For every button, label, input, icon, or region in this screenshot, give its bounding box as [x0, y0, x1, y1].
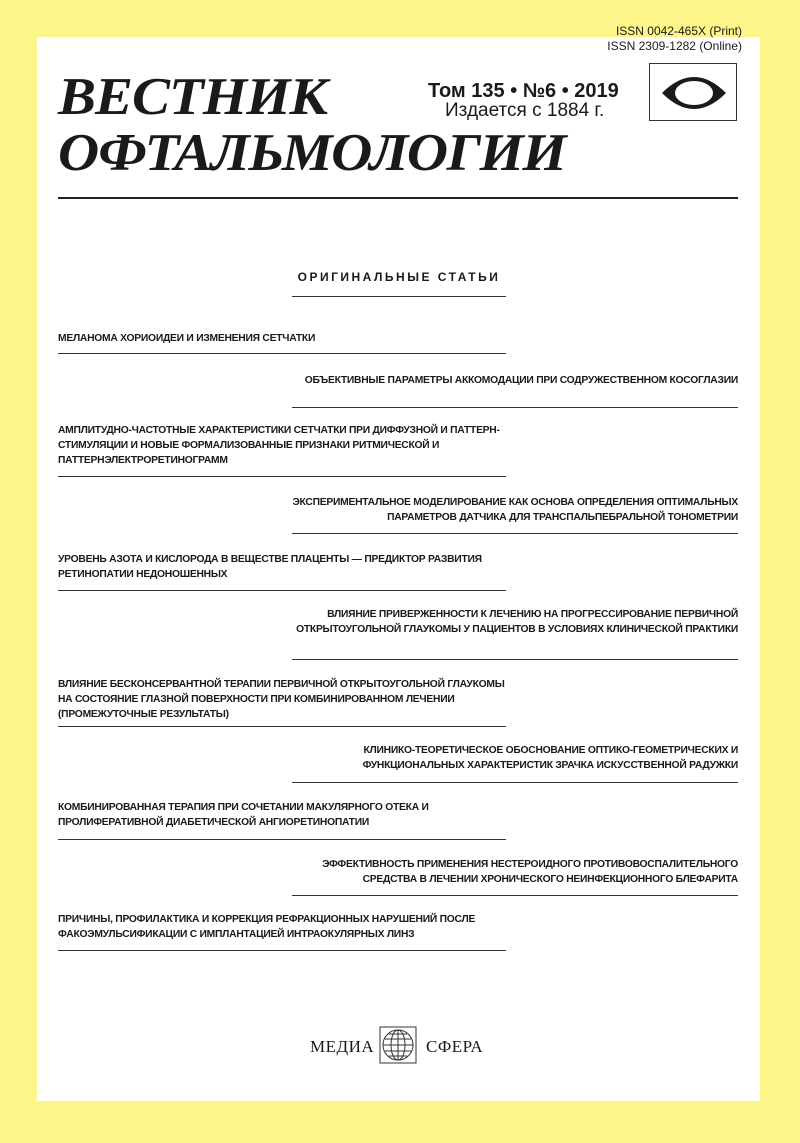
- journal-title-line1: ВЕСТНИК: [58, 68, 328, 127]
- article-title: ВЛИЯНИЕ БЕСКОНСЕРВАНТНОЙ ТЕРАПИИ ПЕРВИЧНОЙ ОТКРЫТОУГОЛЬНОЙ ГЛАУКОМЫ НА СОСТОЯНИЕ ГЛАЗНОЙ ПОВЕРХНОСТИ ПРИ КОМБИНИРОВАННОМ ЛЕЧЕНИИ (ПРОМЕЖУТОЧНЫЕ РЕЗУЛЬТАТЫ): [58, 679, 505, 720]
- article-title: МЕЛАНОМА ХОРИОИДЕИ И ИЗМЕНЕНИЯ СЕТЧАТКИ: [58, 333, 316, 344]
- article-rule: [292, 782, 738, 783]
- article-title: ПРИЧИНЫ, ПРОФИЛАКТИКА И КОРРЕКЦИЯ РЕФРАКЦИОННЫХ НАРУШЕНИЙ ПОСЛЕ ФАКОЭМУЛЬСИФИКАЦИИ С ИМПЛАНТАЦИЕЙ ИНТРАОКУЛЯРНЫХ ЛИНЗ: [58, 914, 476, 940]
- article-title: УРОВЕНЬ АЗОТА И КИСЛОРОДА В ВЕЩЕСТВЕ ПЛАЦЕНТЫ — ПРЕДИКТОР РАЗВИТИЯ РЕТИНОПАТИИ НЕДОНОШЕННЫХ: [58, 554, 482, 580]
- article-rule: [58, 950, 506, 951]
- article-rule: [58, 839, 506, 840]
- publisher-name-right: СФЕРА: [426, 1037, 484, 1056]
- article-rule: [58, 476, 506, 477]
- article-rule: [292, 533, 738, 534]
- eye-logo-icon: [649, 63, 737, 121]
- section-rule: [292, 296, 506, 297]
- journal-title-line2: ОФТАЛЬМОЛОГИИ: [58, 124, 566, 183]
- globe-logo-icon: [374, 1021, 422, 1069]
- publisher-name-left: МЕДИА: [310, 1037, 375, 1056]
- published-since: Издается с 1884 г.: [445, 100, 605, 121]
- article-rule: [292, 407, 738, 408]
- issn-print: ISSN 0042-465X (Print): [615, 24, 742, 38]
- article-title: КЛИНИКО-ТЕОРЕТИЧЕСКОЕ ОБОСНОВАНИЕ ОПТИКО-ГЕОМЕТРИЧЕСКИХ И ФУНКЦИОНАЛЬНЫХ ХАРАКТЕРИСТИК ЗРАЧКА ИСКУССТВЕННОЙ РАДУЖКИ: [362, 745, 738, 771]
- article-title: КОМБИНИРОВАННАЯ ТЕРАПИЯ ПРИ СОЧЕТАНИИ МАКУЛЯРНОГО ОТЕКА И ПРОЛИФЕРАТИВНОЙ ДИАБЕТИЧЕСКОЙ АНГИОРЕТИНОПАТИИ: [58, 802, 429, 828]
- article-rule: [292, 659, 738, 660]
- article-title: ОБЪЕКТИВНЫЕ ПАРАМЕТРЫ АККОМОДАЦИИ ПРИ СОДРУЖЕСТВЕННОМ КОСОГЛАЗИИ: [304, 375, 738, 386]
- article-rule: [58, 590, 506, 591]
- article-title: ЭФФЕКТИВНОСТЬ ПРИМЕНЕНИЯ НЕСТЕРОИДНОГО ПРОТИВОВОСПАЛИТЕЛЬНОГО СРЕДСТВА В ЛЕЧЕНИИ ХРОНИЧЕСКОГО НЕИНФЕКЦИОННОГО БЛЕФАРИТА: [322, 859, 738, 885]
- issn-online: ISSN 2309-1282 (Online): [607, 39, 742, 53]
- article-title: ЭКСПЕРИМЕНТАЛЬНОЕ МОДЕЛИРОВАНИЕ КАК ОСНОВА ОПРЕДЕЛЕНИЯ ОПТИМАЛЬНЫХ ПАРАМЕТРОВ ДАТЧИКА ДЛЯ ТРАНСПАЛЬПЕБРАЛЬНОЙ ТОНОМЕТРИИ: [292, 497, 738, 523]
- article-rule: [292, 895, 738, 896]
- header-rule: [58, 197, 738, 199]
- article-rule: [58, 726, 506, 727]
- article-title: ВЛИЯНИЕ ПРИВЕРЖЕННОСТИ К ЛЕЧЕНИЮ НА ПРОГРЕССИРОВАНИЕ ПЕРВИЧНОЙ ОТКРЫТОУГОЛЬНОЙ ГЛАУКОМЫ У ПАЦИЕНТОВ В УСЛОВИЯХ КЛИНИЧЕСКОЙ ПРАКТИКИ: [296, 609, 738, 635]
- article-rule: [58, 353, 506, 354]
- publisher-logo: [310, 1019, 490, 1071]
- volume-issue: Том 135 • №6 • 2019: [428, 80, 619, 102]
- section-heading: ОРИГИНАЛЬНЫЕ СТАТЬИ: [297, 270, 501, 284]
- article-title: АМПЛИТУДНО-ЧАСТОТНЫЕ ХАРАКТЕРИСТИКИ СЕТЧАТКИ ПРИ ДИФФУЗНОЙ И ПАТТЕРН-СТИМУЛЯЦИИ И НОВЫЕ ФОРМАЛИЗОВАННЫЕ ПРИЗНАКИ РИТМИЧЕСКОЙ И ПАТТЕРНЭЛЕКТРОРЕТИНОГРАММ: [58, 425, 500, 466]
